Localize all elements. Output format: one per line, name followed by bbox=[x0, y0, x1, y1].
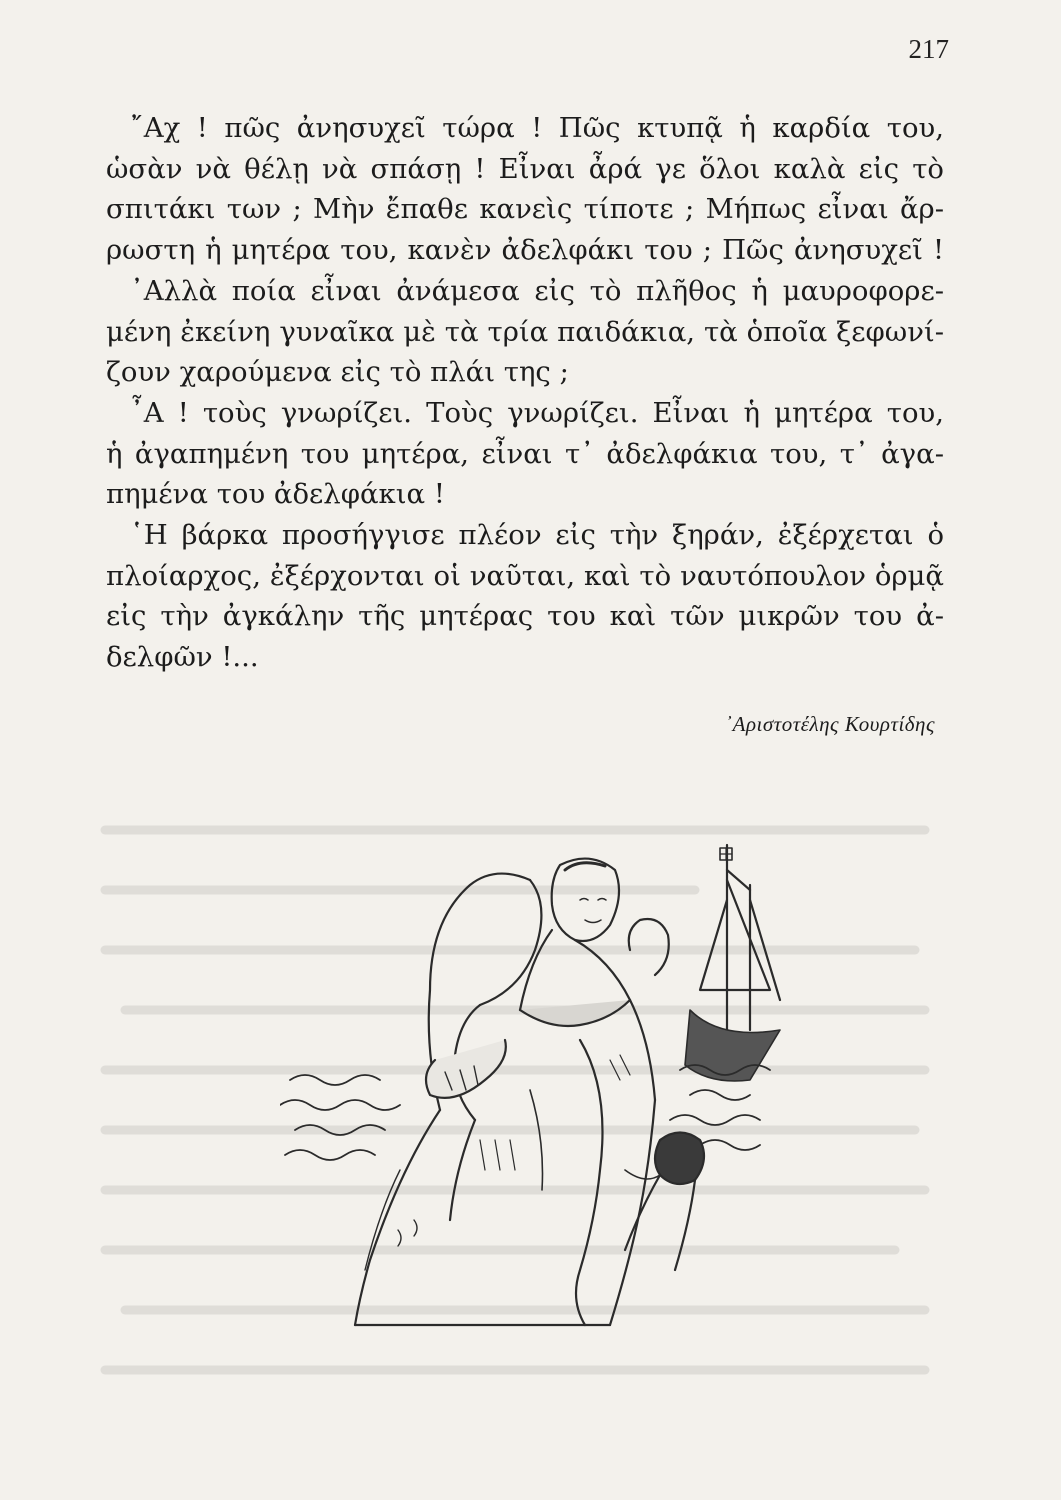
story-text bbox=[106, 108, 944, 678]
paragraph-4 bbox=[106, 515, 944, 678]
paragraph-1 bbox=[106, 108, 944, 271]
text-line: μένη ἐκείνη γυναῖκα μὲ τὰ τρία παιδάκια, τὰ ὁποῖα ξεφωνί- bbox=[106, 315, 944, 348]
paragraph-3 bbox=[106, 393, 944, 515]
sailing-ship-icon bbox=[685, 845, 780, 1081]
text-line: εἰς τὴν ἀγκάλην τῆς μητέρας του καὶ τῶν μικρῶν του ἀ- bbox=[106, 600, 944, 633]
paragraph-2 bbox=[106, 271, 944, 393]
text-line: πημένα του ἀδελφάκια ! bbox=[106, 478, 445, 511]
text-line: σπιτάκι των ; Μὴν ἔπαθε κανεὶς τίποτε ; Μήπως εἶναι ἄρ- bbox=[106, 193, 944, 226]
text-line: πλοίαρχος, ἐξέρχονται οἱ ναῦται, καὶ τὸ ναυτόπουλον ὁρμᾷ bbox=[106, 559, 944, 592]
text-line: ῎Αχ ! πῶς ἀνησυχεῖ τώρα ! Πῶς κτυπᾷ ἡ καρδία του, bbox=[130, 112, 944, 144]
text-line: ζουν χαρούμενα εἰς τὸ πλάι της ; bbox=[106, 356, 569, 389]
embrace-illustration bbox=[280, 840, 800, 1330]
text-line: ὡσὰν νὰ θέλῃ νὰ σπάσῃ ! Εἶναι ἆρά γε ὅλοι καλὰ εἰς τὸ bbox=[106, 152, 944, 185]
page-number: 217 bbox=[908, 34, 949, 64]
text-line: ρωστη ἡ μητέρα του, κανὲν ἀδελφάκι του ; Πῶς ἀνησυχεῖ ! bbox=[106, 234, 944, 267]
text-line: δελφῶν !... bbox=[106, 641, 259, 674]
text-line: ῏Α ! τοὺς γνωρίζει. Τοὺς γνωρίζει. Εἶναι ἡ μητέρα του, bbox=[130, 396, 944, 429]
sailor-boy-figure bbox=[520, 859, 669, 1325]
text-line: ᾿Αλλὰ ποία εἶναι ἀνάμεσα εἰς τὸ πλῆθος ἡ μαυροφορε- bbox=[130, 274, 944, 307]
text-line: ῾Η βάρκα προσήγγισε πλέον εἰς τὴν ξηράν, ἐξέρχεται ὁ bbox=[130, 519, 944, 552]
child-figure bbox=[625, 1133, 704, 1271]
author-signature: ᾿Αριστοτέλης Κουρτίδης bbox=[725, 712, 935, 736]
mother-figure bbox=[355, 874, 610, 1325]
text-line: ἡ ἀγαπημένη του μητέρα, εἶναι τ᾿ ἀδελφάκια του, τ᾿ ἀγα- bbox=[106, 437, 944, 470]
